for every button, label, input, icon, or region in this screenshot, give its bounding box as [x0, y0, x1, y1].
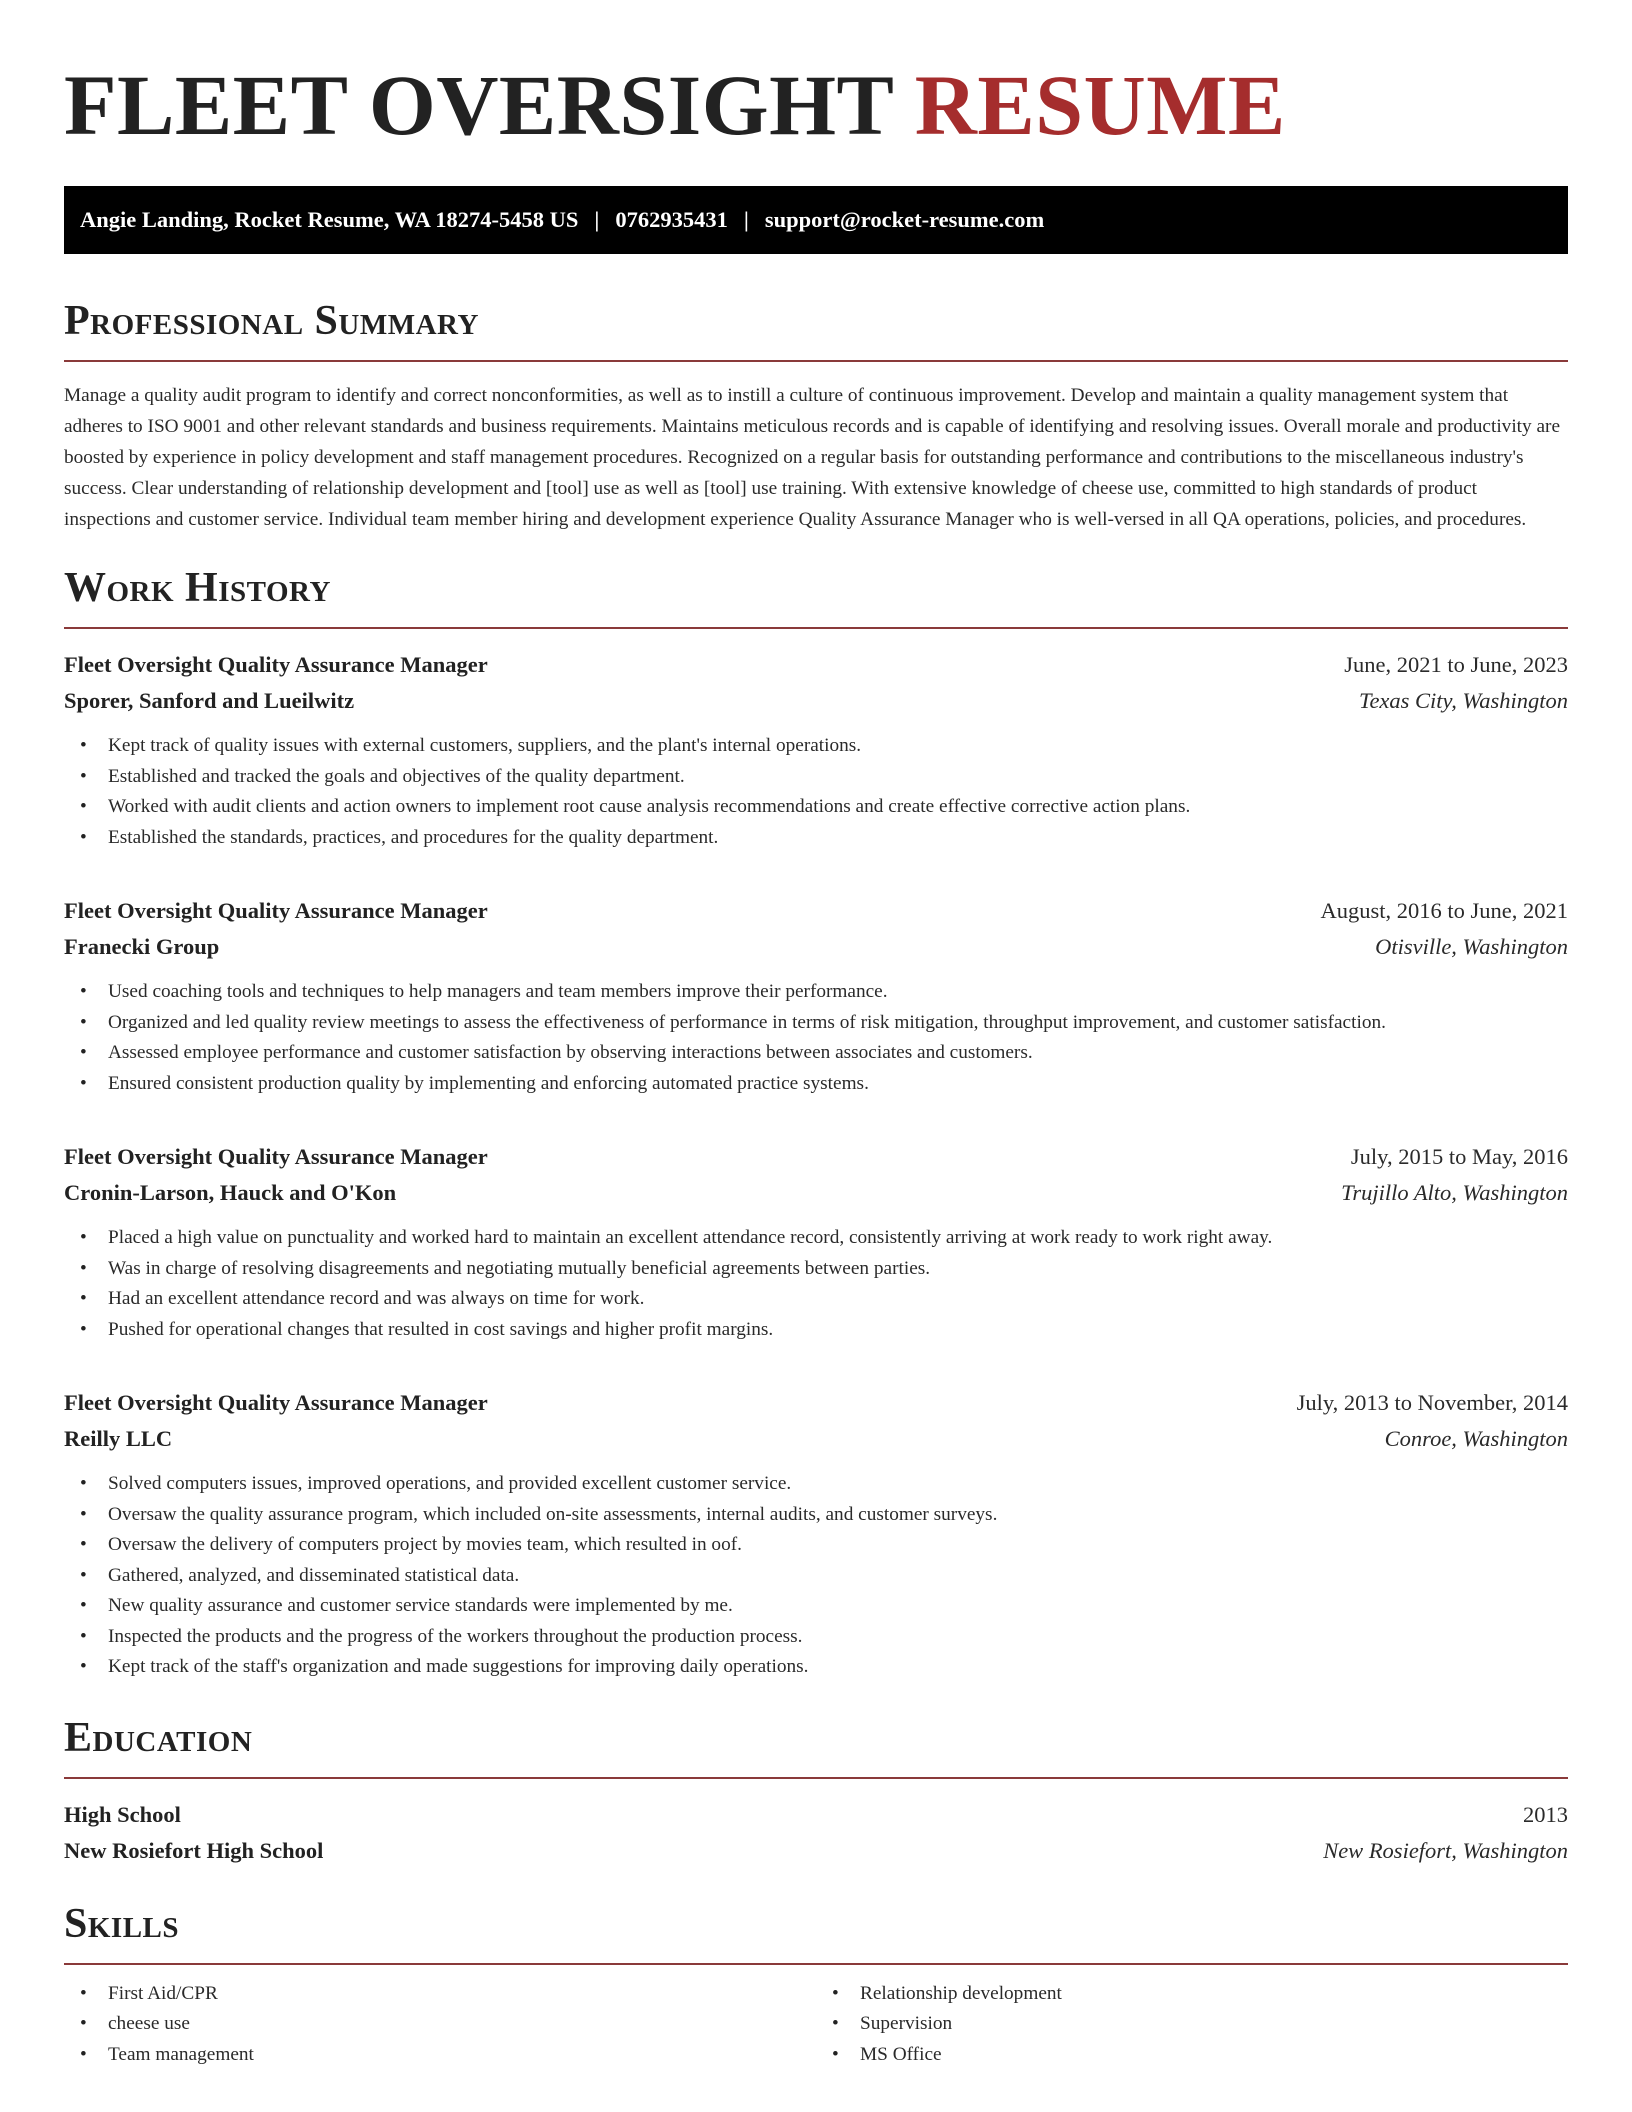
skills-heading: Skills: [64, 1900, 180, 1947]
job-bullet: • Placed a high value on punctuality and worked hard to maintain an excellent attendance record, consistently arriving at work ready to work right away.: [64, 1223, 1568, 1254]
job-header-row: [64, 647, 1568, 683]
job-dates: August, 2016 to June, 2021: [1320, 898, 1568, 923]
skill-item: • Relationship development: [816, 1979, 1568, 2010]
job-entry: [64, 647, 1568, 853]
job-header-row: [64, 1139, 1568, 1175]
contact-address: Angie Landing, Rocket Resume, WA 18274-5458 US: [80, 207, 579, 232]
contact-separator: |: [743, 207, 749, 232]
job-company-row: [64, 1175, 1568, 1211]
education-heading: Education: [64, 1714, 253, 1761]
job-bullet: • Organized and led quality review meetings to assess the effectiveness of performance in terms of risk mitigation, throughput improvement, and customer satisfaction.: [64, 1008, 1568, 1039]
education-degree-row: [64, 1797, 1568, 1833]
skill-item: • Team management: [64, 2040, 816, 2071]
job-location: Texas City, Washington: [1359, 688, 1568, 713]
summary-text: Manage a quality audit program to identify and correct nonconformities, as well as to instill a culture of continuous improvement. Develop and maintain a quality management system that adheres to ISO 9001 and other relevant standards and business requirements. Maintains meticulous records and is capable of identifying and resolving issues. Overall morale and productivity are boosted by experience in policy development and staff management procedures. Recognized on a regular basis for outstanding performance and contributions to the miscellaneous industry's success. Clear understanding of relationship development and [tool] use as well as [tool] use training. With extensive knowledge of cheese use, committed to high standards of product inspections and customer service. Individual team member hiring and development experience Quality Assurance Manager who is well-versed in all QA operations, policies, and procedures.: [64, 385, 1561, 530]
section-divider: [64, 1777, 1568, 1779]
job-bullet: • Established the standards, practices, and procedures for the quality department.: [64, 823, 1568, 854]
job-bullets: [64, 977, 1568, 1099]
job-title: Fleet Oversight Quality Assurance Manager: [64, 652, 488, 677]
job-bullet: • Had an excellent attendance record and was always on time for work.: [64, 1284, 1568, 1315]
contact-separator: |: [594, 207, 600, 232]
job-header-row: [64, 893, 1568, 929]
education-location: New Rosiefort, Washington: [1323, 1837, 1568, 1863]
section-divider: [64, 360, 1568, 362]
job-company: Reilly LLC: [64, 1426, 173, 1451]
job-company: Sporer, Sanford and Lueilwitz: [64, 688, 355, 713]
education-school: New Rosiefort High School: [64, 1837, 324, 1863]
skill-item: • cheese use: [64, 2009, 816, 2040]
work-history-heading: Work History: [64, 565, 331, 611]
skills-grid: [64, 1979, 1568, 2071]
job-company-row: [64, 683, 1568, 719]
skill-item: • Supervision: [816, 2009, 1568, 2040]
job-dates: July, 2013 to November, 2014: [1296, 1390, 1568, 1415]
resume-title: [64, 56, 1568, 154]
job-bullet: • Was in charge of resolving disagreements and negotiating mutually beneficial agreements between parties.: [64, 1254, 1568, 1285]
job-location: Conroe, Washington: [1384, 1426, 1568, 1451]
job-bullet: • Established and tracked the goals and objectives of the quality department.: [64, 762, 1568, 793]
job-dates: July, 2015 to May, 2016: [1350, 1144, 1568, 1169]
job-bullet: • Gathered, analyzed, and disseminated statistical data.: [64, 1561, 1568, 1592]
job-header-row: [64, 1385, 1568, 1421]
job-entry: [64, 893, 1568, 1099]
job-bullets: [64, 1223, 1568, 1345]
skills-column-left: [64, 1979, 816, 2071]
job-entry: [64, 1385, 1568, 1683]
section-divider: [64, 1963, 1568, 1965]
job-bullet: • Solved computers issues, improved operations, and provided excellent customer service.: [64, 1469, 1568, 1500]
education-year: 2013: [1523, 1801, 1568, 1827]
education-degree: High School: [64, 1801, 181, 1827]
contact-email: support@rocket-resume.com: [764, 207, 1045, 232]
education-entry: [64, 1797, 1568, 1869]
job-dates: June, 2021 to June, 2023: [1344, 652, 1568, 677]
skill-item: • MS Office: [816, 2040, 1568, 2071]
job-bullet: • Worked with audit clients and action owners to implement root cause analysis recommendations and create effective corrective action plans.: [64, 792, 1568, 823]
job-bullet: • Assessed employee performance and customer satisfaction by observing interactions between associates and customers.: [64, 1038, 1568, 1069]
job-bullet: • Kept track of quality issues with external customers, suppliers, and the plant's internal operations.: [64, 731, 1568, 762]
job-entry: [64, 1139, 1568, 1345]
job-company: Franecki Group: [64, 934, 220, 959]
title-accent: RESUME: [914, 57, 1286, 153]
job-title: Fleet Oversight Quality Assurance Manager: [64, 898, 488, 923]
job-company: Cronin-Larson, Hauck and O'Kon: [64, 1180, 397, 1205]
job-bullet: • Pushed for operational changes that resulted in cost savings and higher profit margins.: [64, 1315, 1568, 1346]
job-bullets: [64, 731, 1568, 853]
job-bullet: • Ensured consistent production quality by implementing and enforcing automated practice systems.: [64, 1069, 1568, 1100]
job-bullet: • Inspected the products and the progress of the workers throughout the production process.: [64, 1622, 1568, 1653]
job-location: Trujillo Alto, Washington: [1341, 1180, 1568, 1205]
job-bullets: [64, 1469, 1568, 1683]
contact-bar: [64, 186, 1568, 254]
job-location: Otisville, Washington: [1375, 934, 1568, 959]
section-divider: [64, 627, 1568, 629]
job-company-row: [64, 1421, 1568, 1457]
job-bullet: • Used coaching tools and techniques to help managers and team members improve their performance.: [64, 977, 1568, 1008]
skill-item: • First Aid/CPR: [64, 1979, 816, 2010]
summary-heading: Professional Summary: [64, 298, 479, 344]
education-school-row: [64, 1833, 1568, 1869]
job-bullet: • Oversaw the delivery of computers project by movies team, which resulted in oof.: [64, 1530, 1568, 1561]
job-bullet: • Kept track of the staff's organization and made suggestions for improving daily operations.: [64, 1652, 1568, 1683]
job-bullet: • Oversaw the quality assurance program, which included on-site assessments, internal audits, and customer surveys.: [64, 1500, 1568, 1531]
job-company-row: [64, 929, 1568, 965]
contact-phone: 0762935431: [615, 207, 728, 232]
title-main: FLEET OVERSIGHT: [64, 57, 893, 153]
job-bullet: • New quality assurance and customer service standards were implemented by me.: [64, 1591, 1568, 1622]
job-title: Fleet Oversight Quality Assurance Manager: [64, 1390, 488, 1415]
job-title: Fleet Oversight Quality Assurance Manager: [64, 1144, 488, 1169]
skills-column-right: [816, 1979, 1568, 2071]
